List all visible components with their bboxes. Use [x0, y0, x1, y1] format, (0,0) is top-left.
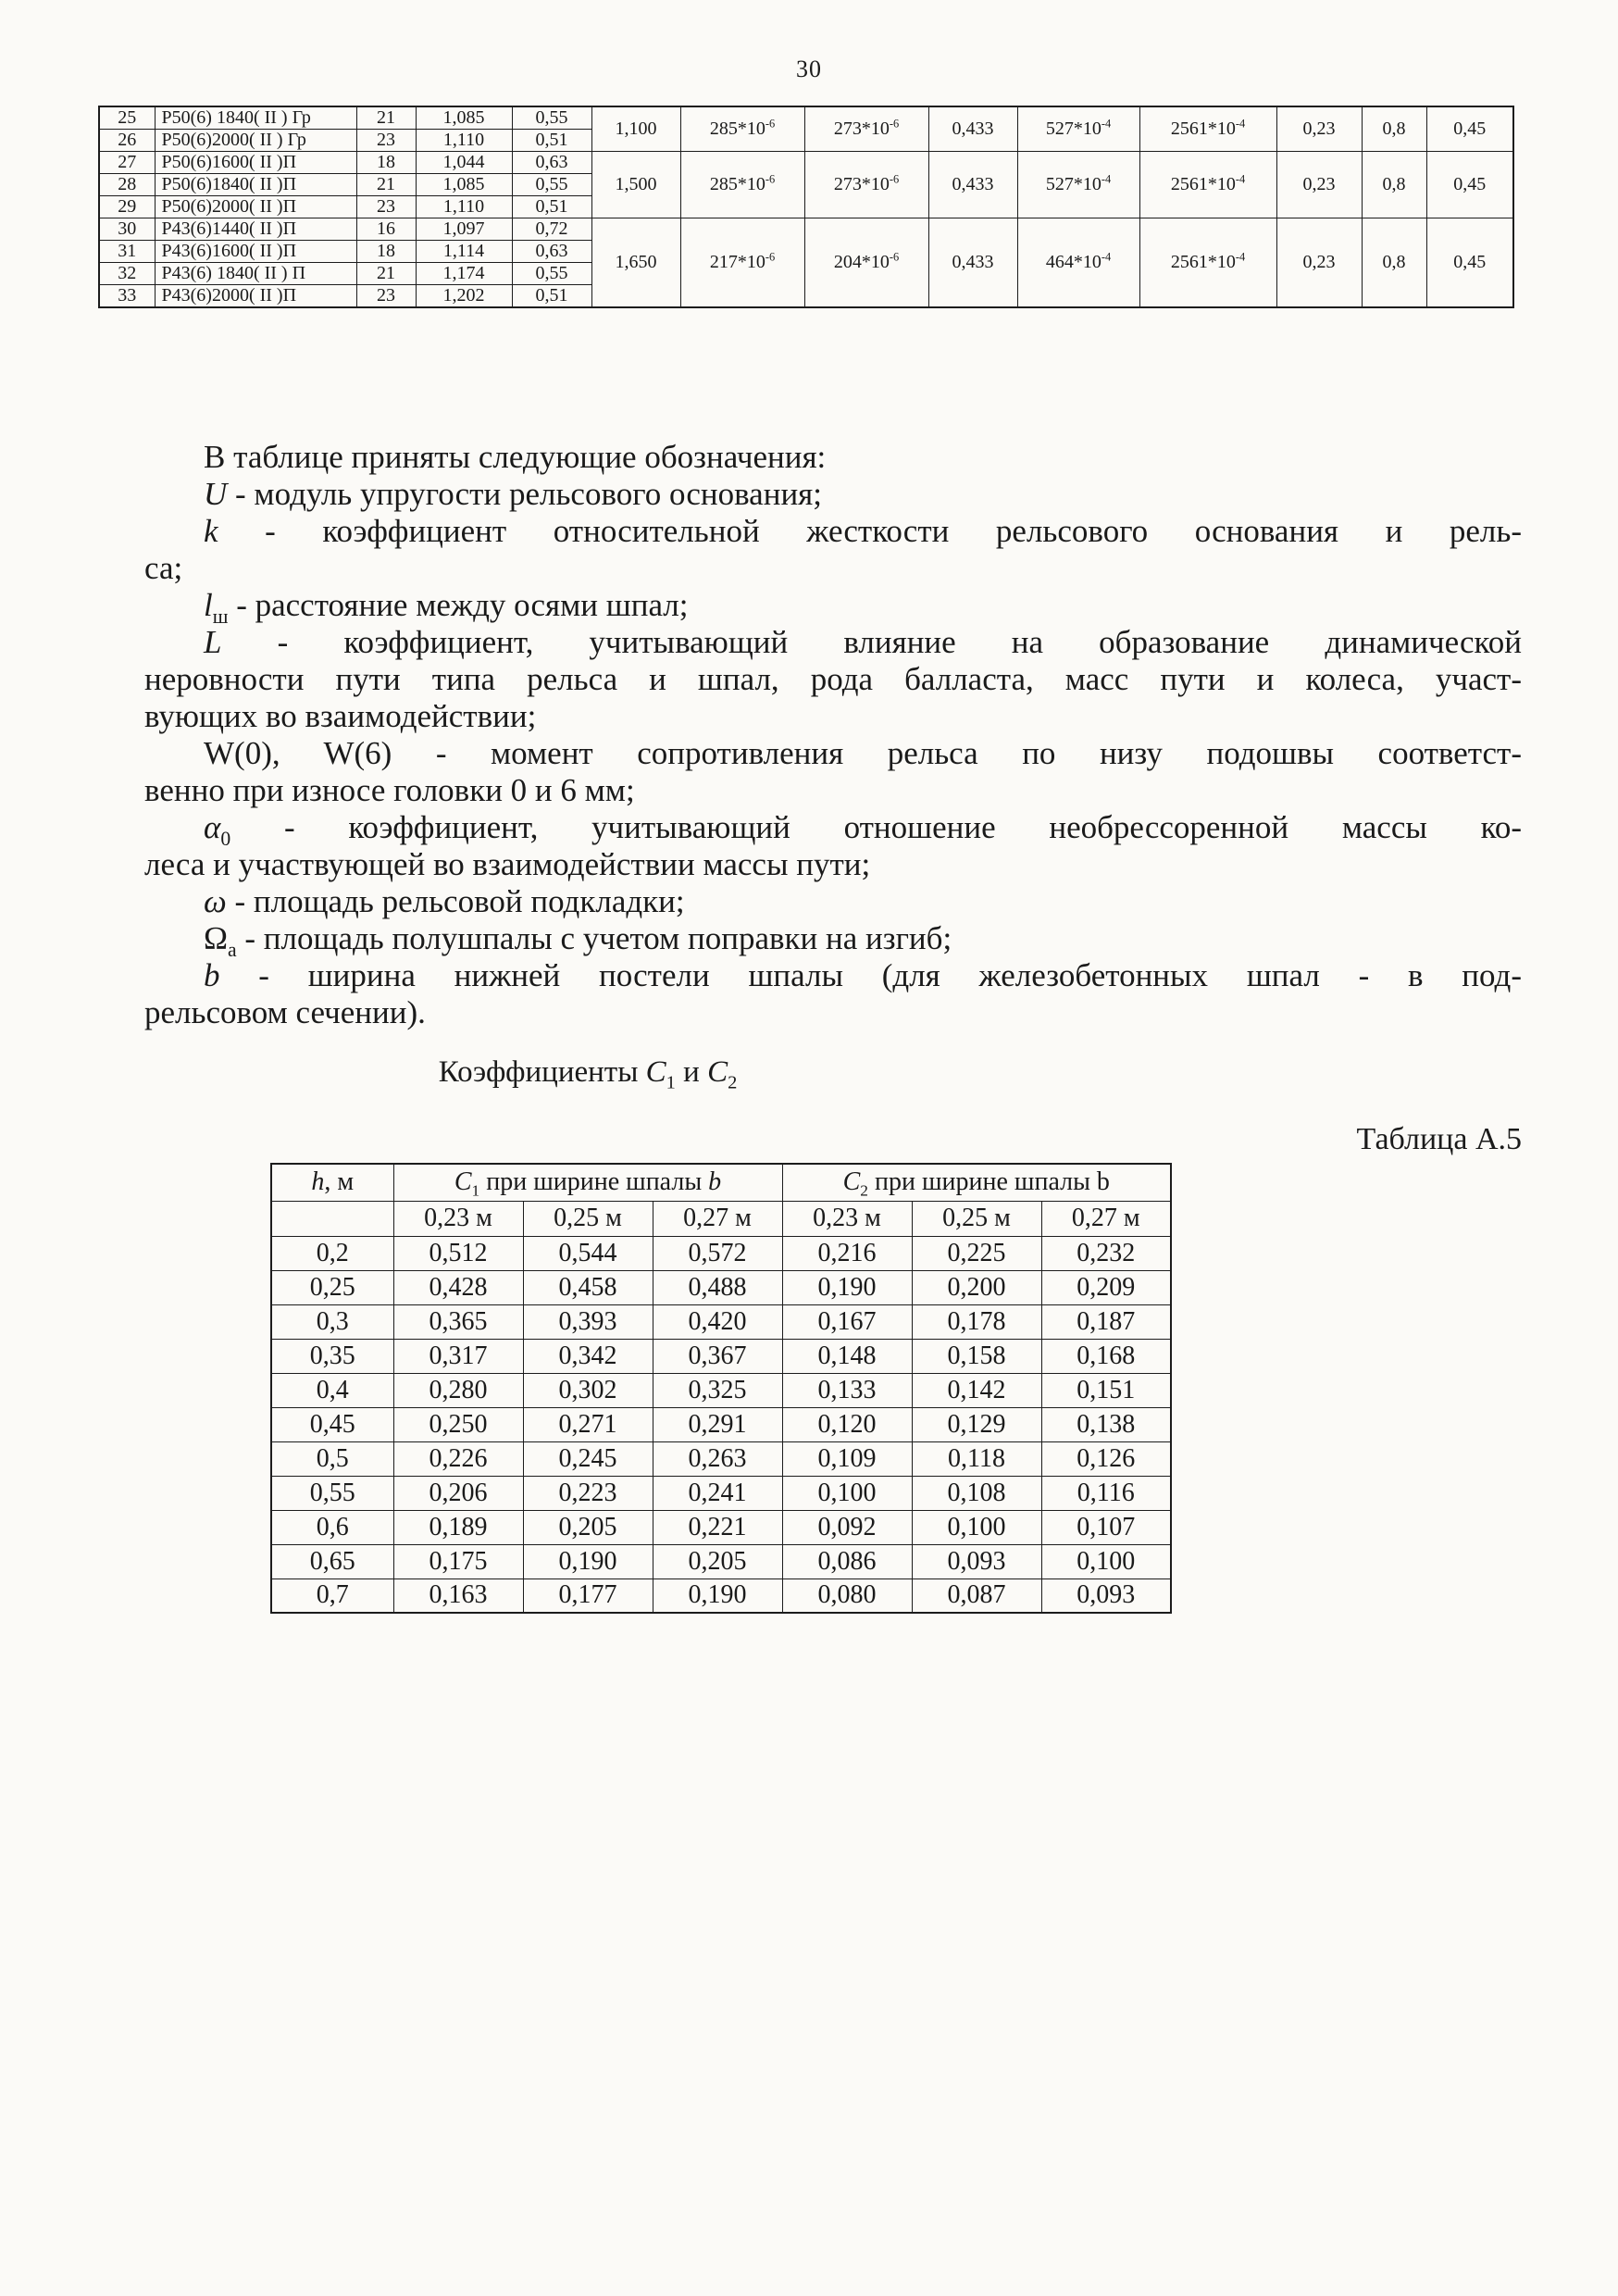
table-a5-value-cell: 0,205: [653, 1544, 782, 1578]
definition-term: l: [204, 587, 213, 623]
upper-table-cell: 0,55: [512, 106, 591, 130]
upper-table-cell: 1,202: [416, 285, 512, 308]
table-a5-value-cell: 0,107: [1041, 1510, 1171, 1544]
table-a5-value-cell: 0,223: [523, 1476, 653, 1510]
table-a5-value-cell: 0,167: [782, 1304, 912, 1339]
table-a5-value-cell: 0,177: [523, 1578, 653, 1613]
symbol-c1: C: [645, 1055, 666, 1089]
table-a5-subheader: 0,25 м: [523, 1201, 653, 1236]
upper-table-merged-cell: $204*10^{-6}$: [804, 218, 928, 308]
upper-table: [98, 106, 1514, 308]
upper-table-cell: 0,55: [512, 263, 591, 285]
text-run: рельсовом сечении).: [144, 994, 426, 1030]
table-a5-h-cell: 0,5: [271, 1441, 393, 1476]
table-a5-value-cell: 0,226: [393, 1441, 523, 1476]
upper-table-cell: 1,085: [416, 106, 512, 130]
table-a5-value-cell: 0,116: [1041, 1476, 1171, 1510]
symbol-c2-subscript: 2: [728, 1072, 738, 1093]
upper-table-cell: 1,044: [416, 152, 512, 174]
text-line: [144, 550, 1522, 587]
upper-table-cell: Р50(6)1840( II )П: [155, 174, 356, 196]
upper-table-cell: Р50(6) 1840( II ) Гр: [155, 106, 356, 130]
table-a5-value-cell: 0,190: [653, 1578, 782, 1613]
table-a5-row: [271, 1441, 1171, 1476]
table-a5-row: [271, 1270, 1171, 1304]
upper-table-merged-cell: $273*10^{-6}$: [804, 152, 928, 218]
upper-table-cell: 21: [356, 106, 416, 130]
table-a5: [270, 1163, 1172, 1614]
exponent: -4: [1101, 250, 1112, 264]
text-run: - коэффициент, учитывающий влияние на образование динамической: [221, 624, 1522, 660]
text-line: [144, 624, 1522, 661]
table-a5-value-cell: 0,148: [782, 1339, 912, 1373]
table-a5-value-cell: 0,291: [653, 1407, 782, 1441]
upper-table-cell: 30: [99, 218, 155, 241]
text-run: вующих во взаимодействии;: [144, 698, 537, 734]
table-a5-body: [271, 1236, 1171, 1613]
upper-table-merged-cell: $2561*10^{-4}$: [1139, 152, 1276, 218]
table-a5-subheader: 0,27 м: [653, 1201, 782, 1236]
exponent: -4: [1235, 250, 1246, 264]
text-run: венно при износе головки 0 и 6 мм;: [144, 772, 635, 808]
table-a5-h-cell: 0,65: [271, 1544, 393, 1578]
text-line: [144, 735, 1522, 772]
table-a5-value-cell: 0,190: [782, 1270, 912, 1304]
table-a5-value-cell: 0,178: [912, 1304, 1041, 1339]
upper-table-merged-cell: $285*10^{-6}$: [680, 106, 804, 152]
text-line: [144, 920, 1522, 961]
upper-table-row: [99, 106, 1513, 130]
exponent: -4: [1235, 117, 1246, 131]
upper-table-cell: Р43(6)1440( II )П: [155, 218, 356, 241]
upper-table-cell: 21: [356, 174, 416, 196]
definition-term: k: [204, 513, 218, 549]
text-run: W(0), W(6) - момент сопротивления рельса по низу подошвы соответст-: [204, 735, 1522, 771]
exponent: -6: [889, 250, 900, 264]
table-a5-row: [271, 1407, 1171, 1441]
table-a5-row: [271, 1304, 1171, 1339]
upper-table-row: [99, 218, 1513, 241]
symbol-h: h: [311, 1167, 325, 1197]
upper-table-cell: 23: [356, 285, 416, 308]
table-a5-value-cell: 0,232: [1041, 1236, 1171, 1270]
table-a5-h-cell: 0,2: [271, 1236, 393, 1270]
upper-table-row: [99, 152, 1513, 174]
table-a5-value-cell: 0,365: [393, 1304, 523, 1339]
table-a5-value-cell: 0,245: [523, 1441, 653, 1476]
upper-table-merged-cell: 0,433: [928, 106, 1017, 152]
upper-table-cell: 0,55: [512, 174, 591, 196]
table-a5-value-cell: 0,393: [523, 1304, 653, 1339]
upper-table-cell: 1,097: [416, 218, 512, 241]
text-run: неровности пути типа рельса и шпал, рода балласта, масс пути и колеса, участ-: [144, 661, 1522, 697]
upper-table-cell: Р43(6) 1840( II ) П: [155, 263, 356, 285]
upper-table-merged-cell: 0,23: [1276, 218, 1362, 308]
upper-table-merged-cell: 1,100: [591, 106, 680, 152]
table-a5-value-cell: 0,158: [912, 1339, 1041, 1373]
table-a5-value-cell: 0,100: [1041, 1544, 1171, 1578]
table-a5-value-cell: 0,093: [1041, 1578, 1171, 1613]
text-run: - коэффициент относительной жесткости рельсового основания и рель-: [218, 513, 1522, 549]
table-a5-c1-group-header: [393, 1164, 782, 1201]
table-a5-h-cell: 0,7: [271, 1578, 393, 1613]
table-a5-value-cell: 0,142: [912, 1373, 1041, 1407]
text-line: [144, 439, 1522, 476]
definition-term: ω: [204, 883, 227, 919]
upper-table-cell: 29: [99, 196, 155, 218]
symbol-b: b: [708, 1167, 722, 1197]
table-a5-subheader: 0,23 м: [782, 1201, 912, 1236]
upper-table-cell: 1,174: [416, 263, 512, 285]
table-a5-label: Таблица А.5: [1356, 1122, 1522, 1156]
term-subscript: ш: [212, 605, 229, 628]
table-a5-h-cell: 0,45: [271, 1407, 393, 1441]
upper-table-merged-cell: $527*10^{-4}$: [1017, 106, 1139, 152]
table-a5-subheader: 0,23 м: [393, 1201, 523, 1236]
table-a5-value-cell: 0,428: [393, 1270, 523, 1304]
symbol-c1-subscript: 1: [471, 1181, 480, 1200]
upper-table-cell: 1,110: [416, 196, 512, 218]
upper-table-merged-cell: $273*10^{-6}$: [804, 106, 928, 152]
table-a5-value-cell: 0,138: [1041, 1407, 1171, 1441]
symbol-c1-subscript: 1: [666, 1072, 676, 1093]
exponent: -6: [765, 172, 776, 186]
text-line: [144, 476, 1522, 513]
table-a5-row: [271, 1544, 1171, 1578]
upper-table-cell: Р50(6)2000( II )П: [155, 196, 356, 218]
table-a5-h-cell: 0,55: [271, 1476, 393, 1510]
table-a5-value-cell: 0,190: [523, 1544, 653, 1578]
upper-table-cell: 0,51: [512, 196, 591, 218]
table-a5-value-cell: 0,488: [653, 1270, 782, 1304]
text-line: [144, 772, 1522, 809]
table-a5-value-cell: 0,175: [393, 1544, 523, 1578]
table-a5-value-cell: 0,100: [782, 1476, 912, 1510]
upper-table-cell: 0,51: [512, 130, 591, 152]
exponent: -4: [1101, 172, 1112, 186]
upper-table-cell: Р50(6)2000( II ) Гр: [155, 130, 356, 152]
upper-table-cell: 23: [356, 130, 416, 152]
text-run: са;: [144, 550, 183, 586]
upper-table-cell: Р43(6)2000( II )П: [155, 285, 356, 308]
table-a5-value-cell: 0,280: [393, 1373, 523, 1407]
table-a5-value-cell: 0,325: [653, 1373, 782, 1407]
table-a5-value-cell: 0,120: [782, 1407, 912, 1441]
exponent: -6: [889, 172, 900, 186]
upper-table-cell: 1,085: [416, 174, 512, 196]
table-a5-value-cell: 0,572: [653, 1236, 782, 1270]
upper-table-cell: Р50(6)1600( II )П: [155, 152, 356, 174]
table-a5-value-cell: 0,302: [523, 1373, 653, 1407]
exponent: -6: [765, 250, 776, 264]
exponent: -6: [889, 117, 900, 131]
text-run: - расстояние между осями шпал;: [228, 587, 689, 623]
table-a5-value-cell: 0,206: [393, 1476, 523, 1510]
table-a5-head: [271, 1164, 1171, 1236]
table-a5-value-cell: 0,317: [393, 1339, 523, 1373]
upper-table-merged-cell: $2561*10^{-4}$: [1139, 218, 1276, 308]
upper-table-merged-cell: $217*10^{-6}$: [680, 218, 804, 308]
table-a5-value-cell: 0,151: [1041, 1373, 1171, 1407]
upper-table-body: [99, 106, 1513, 307]
symbol-c2-subscript: 2: [860, 1181, 868, 1200]
table-a5-value-cell: 0,187: [1041, 1304, 1171, 1339]
definition-term: α: [204, 809, 221, 845]
table-a5-subheader-empty: [271, 1201, 393, 1236]
upper-table-merged-cell: $464*10^{-4}$: [1017, 218, 1139, 308]
table-a5-row: [271, 1339, 1171, 1373]
group-header-text: при ширине шпалы: [479, 1167, 709, 1197]
exponent: -6: [765, 117, 776, 131]
text-run: В таблице приняты следующие обозначения:: [204, 439, 827, 475]
upper-table-cell: 0,72: [512, 218, 591, 241]
upper-table-cell: 1,110: [416, 130, 512, 152]
table-a5-value-cell: 0,080: [782, 1578, 912, 1613]
table-a5-h-cell: 0,25: [271, 1270, 393, 1304]
text-line: [144, 587, 1522, 628]
section-heading: [0, 1055, 1176, 1093]
table-a5-value-cell: 0,133: [782, 1373, 912, 1407]
text-run: леса и участвующей во взаимодействии массы пути;: [144, 846, 871, 882]
heading-text: Коэффициенты: [438, 1055, 646, 1089]
exponent: -4: [1101, 117, 1112, 131]
upper-table-cell: 0,51: [512, 285, 591, 308]
upper-table-cell: 0,63: [512, 152, 591, 174]
upper-table-merged-cell: 0,23: [1276, 152, 1362, 218]
table-a5-value-cell: 0,109: [782, 1441, 912, 1476]
upper-table-cell: 26: [99, 130, 155, 152]
upper-table-merged-cell: 0,433: [928, 152, 1017, 218]
text-run: - коэффициент, учитывающий отношение необрессоренной массы ко-: [230, 809, 1522, 845]
symbol-c2: C: [842, 1167, 861, 1197]
table-a5-row: [271, 1373, 1171, 1407]
text-line: [144, 994, 1522, 1031]
table-a5-value-cell: 0,087: [912, 1578, 1041, 1613]
upper-table-merged-cell: 0,23: [1276, 106, 1362, 152]
table-a5-value-cell: 0,458: [523, 1270, 653, 1304]
definition-term: U: [204, 476, 228, 512]
upper-table-cell: 16: [356, 218, 416, 241]
upper-table-cell: 25: [99, 106, 155, 130]
upper-table-merged-cell: 0,45: [1426, 218, 1513, 308]
upper-table-cell: 23: [356, 196, 416, 218]
table-a5-row: [271, 1476, 1171, 1510]
table-a5-row: [271, 1578, 1171, 1613]
text-line: [144, 846, 1522, 883]
table-a5-value-cell: 0,216: [782, 1236, 912, 1270]
upper-table-cell: 18: [356, 241, 416, 263]
upper-table-cell: Р43(6)1600( II )П: [155, 241, 356, 263]
table-a5-row: [271, 1510, 1171, 1544]
table-a5-value-cell: 0,342: [523, 1339, 653, 1373]
text-run: - площадь полушпалы с учетом поправки на изгиб;: [236, 920, 952, 956]
upper-table-cell: 33: [99, 285, 155, 308]
table-a5-group-header-row: [271, 1164, 1171, 1201]
table-a5-col0-header: [271, 1164, 393, 1201]
table-a5-h-cell: 0,3: [271, 1304, 393, 1339]
table-a5-subheader: 0,27 м: [1041, 1201, 1171, 1236]
text-line: [144, 957, 1522, 994]
upper-table-cell: 18: [356, 152, 416, 174]
table-a5-subheader-row: [271, 1201, 1171, 1236]
text-run: - модуль упругости рельсового основания;: [227, 476, 822, 512]
upper-table-cell: 1,114: [416, 241, 512, 263]
symbol-c2: C: [707, 1055, 728, 1089]
table-a5-row: [271, 1236, 1171, 1270]
upper-table-merged-cell: $2561*10^{-4}$: [1139, 106, 1276, 152]
table-a5-value-cell: 0,367: [653, 1339, 782, 1373]
table-a5-value-cell: 0,221: [653, 1510, 782, 1544]
table-a5-value-cell: 0,108: [912, 1476, 1041, 1510]
table-a5-value-cell: 0,092: [782, 1510, 912, 1544]
text-line: [144, 661, 1522, 698]
definition-term: L: [204, 624, 222, 660]
page-number: 30: [796, 56, 822, 82]
col0-unit: , м: [324, 1167, 355, 1197]
table-a5-h-cell: 0,35: [271, 1339, 393, 1373]
text-run: Ω: [204, 920, 229, 956]
table-a5-value-cell: 0,225: [912, 1236, 1041, 1270]
group-header-text: при ширине шпалы: [867, 1167, 1097, 1197]
upper-table-merged-cell: 1,500: [591, 152, 680, 218]
text-run: - площадь рельсовой подкладки;: [226, 883, 685, 919]
upper-table-merged-cell: 0,8: [1362, 152, 1426, 218]
table-a5-value-cell: 0,250: [393, 1407, 523, 1441]
table-a5-value-cell: 0,126: [1041, 1441, 1171, 1476]
heading-text-mid: и: [675, 1055, 708, 1089]
table-a5-value-cell: 0,209: [1041, 1270, 1171, 1304]
table-a5-value-cell: 0,086: [782, 1544, 912, 1578]
table-a5-value-cell: 0,093: [912, 1544, 1041, 1578]
upper-table-cell: 21: [356, 263, 416, 285]
upper-table-cell: 31: [99, 241, 155, 263]
notes-block: [144, 439, 1522, 1031]
upper-table-cell: 32: [99, 263, 155, 285]
table-a5-value-cell: 0,189: [393, 1510, 523, 1544]
text-run: - ширина нижней постели шпалы (для железобетонных шпал - в под-: [219, 957, 1522, 993]
text-line: [144, 513, 1522, 550]
table-a5-value-cell: 0,512: [393, 1236, 523, 1270]
term-subscript: а: [228, 939, 237, 961]
upper-table-merged-cell: 0,8: [1362, 218, 1426, 308]
upper-table-cell: 28: [99, 174, 155, 196]
text-line: [144, 698, 1522, 735]
exponent: -4: [1235, 172, 1246, 186]
upper-table-merged-cell: 0,45: [1426, 152, 1513, 218]
upper-table-merged-cell: $285*10^{-6}$: [680, 152, 804, 218]
upper-table-merged-cell: 0,45: [1426, 106, 1513, 152]
text-line: [144, 809, 1522, 846]
upper-table-cell: 0,63: [512, 241, 591, 263]
table-a5-value-cell: 0,118: [912, 1441, 1041, 1476]
upper-table-merged-cell: 0,433: [928, 218, 1017, 308]
upper-table-merged-cell: 1,650: [591, 218, 680, 308]
table-a5-value-cell: 0,271: [523, 1407, 653, 1441]
term-subscript: 0: [220, 828, 231, 846]
table-a5-value-cell: 0,263: [653, 1441, 782, 1476]
symbol-c1: C: [454, 1167, 472, 1197]
table-a5-value-cell: 0,100: [912, 1510, 1041, 1544]
table-a5-value-cell: 0,420: [653, 1304, 782, 1339]
definition-term: b: [204, 957, 220, 993]
upper-table-cell: 27: [99, 152, 155, 174]
table-a5-value-cell: 0,544: [523, 1236, 653, 1270]
table-a5-value-cell: 0,129: [912, 1407, 1041, 1441]
upper-table-merged-cell: $527*10^{-4}$: [1017, 152, 1139, 218]
text-line: [144, 883, 1522, 920]
table-a5-value-cell: 0,163: [393, 1578, 523, 1613]
table-a5-value-cell: 0,168: [1041, 1339, 1171, 1373]
table-a5-value-cell: 0,200: [912, 1270, 1041, 1304]
table-a5-h-cell: 0,6: [271, 1510, 393, 1544]
upper-table-merged-cell: 0,8: [1362, 106, 1426, 152]
table-a5-c2-group-header: [782, 1164, 1171, 1201]
table-a5-subheader: 0,25 м: [912, 1201, 1041, 1236]
table-a5-value-cell: 0,241: [653, 1476, 782, 1510]
table-a5-h-cell: 0,4: [271, 1373, 393, 1407]
table-a5-value-cell: 0,205: [523, 1510, 653, 1544]
symbol-b: b: [1096, 1167, 1110, 1197]
